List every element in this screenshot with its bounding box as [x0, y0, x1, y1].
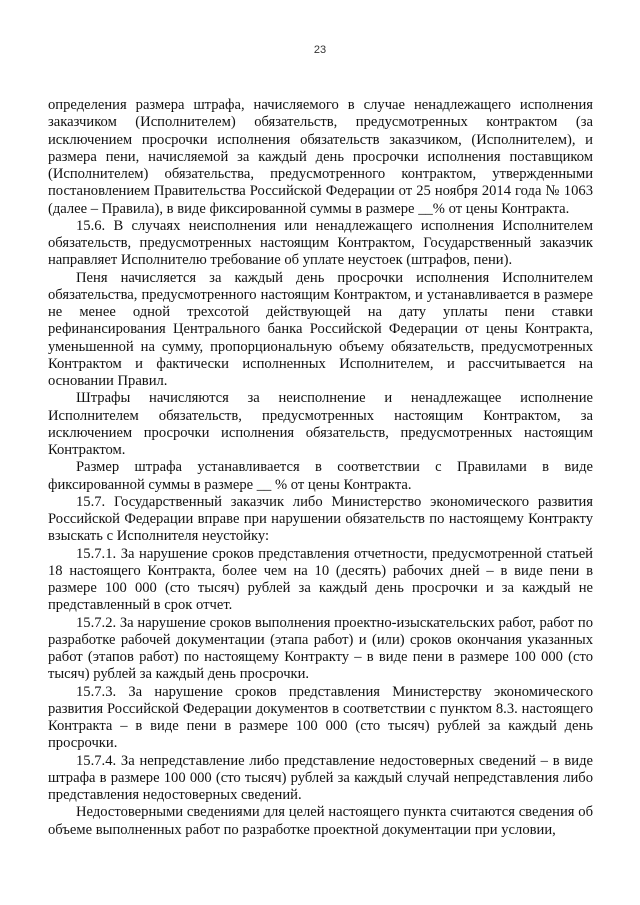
paragraph-clause-15-6: 15.6. В случаях неисполнения или ненадлежащего исполнения Исполнителем обязательств, предусмотренных настоящим Контрактом, Государственный заказчик направляет Исполнителю требование об уплате неустоек (штрафов, пени).: [48, 217, 593, 269]
document-body: [48, 97, 593, 839]
paragraph-fine-amount: Размер штрафа устанавливается в соответствии с Правилами в виде фиксированной суммы в размере __ % от цены Контракта.: [48, 459, 593, 493]
paragraph-false-information: Недостоверными сведениями для целей настоящего пункта считаются сведения об объеме выполненных работ по разработке проектной документации при условии,: [48, 804, 593, 838]
paragraph-clause-15-7-2: 15.7.2. За нарушение сроков выполнения проектно-изыскательских работ, работ по разработке рабочей документации (этапа работ) и (или) сроков окончания указанных работ (этапов работ) по настоящему Контракту – в виде пени в размере 100 000 (сто тысяч) рублей за каждый день просрочки.: [48, 614, 593, 683]
page-number: 23: [313, 44, 327, 56]
paragraph-continuation: определения размера штрафа, начисляемого в случае ненадлежащего исполнения заказчиком (Исполнителем) обязательств, предусмотренных контрактом (за исключением просрочки исполнения обязательств заказчиком, (Исполнителем), и размера пени, начисляемой за каждый день просрочки исполнения поставщиком (Исполнителем) обязательства, предусмотренного контрактом, утвержденными постановлением Правительства Российской Федерации от 25 ноября 2014 года № 1063 (далее – Правила), в виде фиксированной суммы в размере __% от цены Контракта.: [48, 97, 593, 217]
paragraph-clause-15-7-4: 15.7.4. За непредставление либо представление недостоверных сведений – в виде штрафа в размере 100 000 (сто тысяч) рублей за каждый случай непредставления либо представления недостоверных сведений.: [48, 752, 593, 803]
paragraph-clause-15-7-3: 15.7.3. За нарушение сроков представления Министерству экономического развития Российской Федерации документов в соответствии с пунктом 8.3. настоящего Контракта – в виде пени в размере 100 000 (сто тысяч) рублей за каждый день просрочки.: [48, 683, 593, 752]
paragraph-clause-15-7: 15.7. Государственный заказчик либо Министерство экономического развития Российской Федерации вправе при нарушении обязательств по настоящему Контракту взыскать с Исполнителя неустойку:: [48, 493, 593, 545]
paragraph-clause-15-7-1: 15.7.1. За нарушение сроков представления отчетности, предусмотренной статьей 18 настоящего Контракта, более чем на 10 (десять) рабочих дней – в виде пени в размере 100 000 (сто тысяч) рублей за каждый день просрочки и за каждый не представленный в срок отчет.: [48, 545, 593, 614]
paragraph-penalty-interest: Пеня начисляется за каждый день просрочки исполнения Исполнителем обязательства, предусмотренного настоящим Контрактом, и устанавливается в размере не менее одной трехсотой действующей на дату уплаты пени ставки рефинансирования Центрального банка Российской Федерации от цены Контракта, уменьшенной на сумму, пропорциональную объему обязательств, предусмотренных Контрактом и фактически исполненных Исполнителем, и рассчитывается на основании Правил.: [48, 269, 593, 389]
paragraph-fines: Штрафы начисляются за неисполнение и ненадлежащее исполнение Исполнителем обязательств, предусмотренных настоящим Контрактом, за исключением просрочки исполнения обязательств, предусмотренных настоящим Контрактом.: [48, 390, 593, 458]
